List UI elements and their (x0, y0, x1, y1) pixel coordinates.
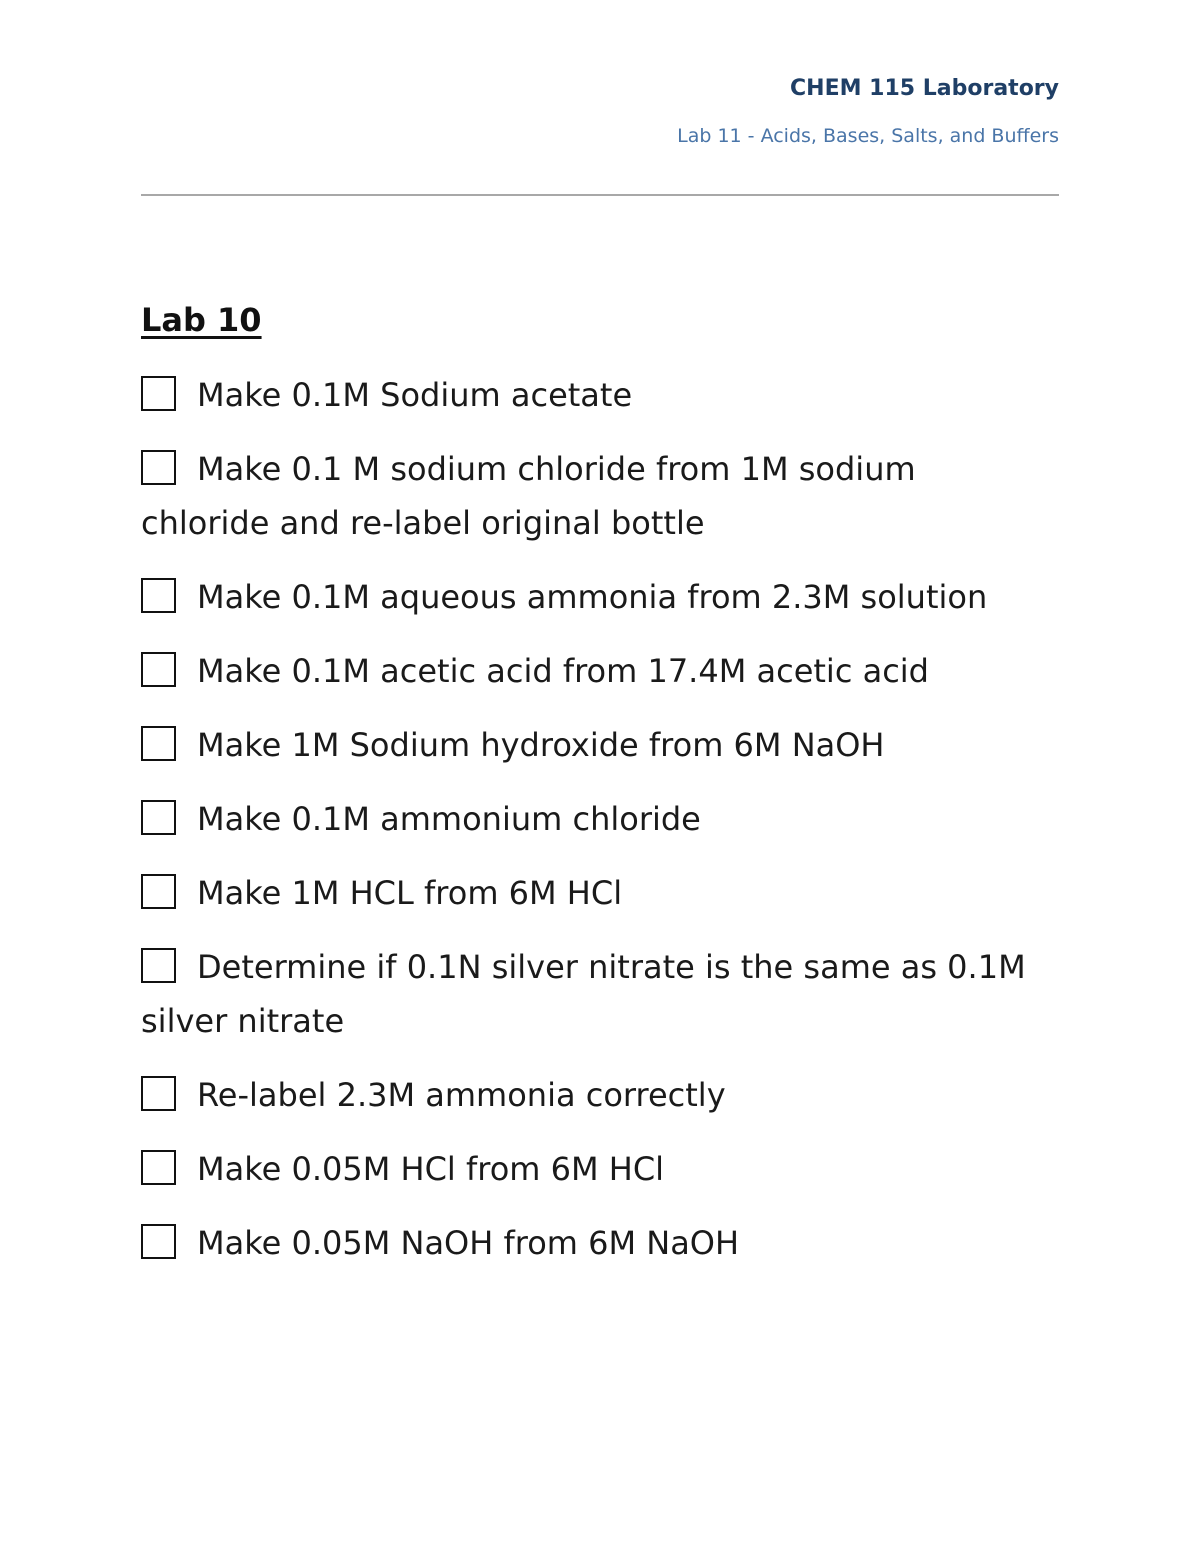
checklist-item-label: Make 0.1M ammonium chloride (197, 800, 701, 838)
page-header (677, 72, 1059, 153)
checklist (141, 368, 1041, 1290)
checklist-item (141, 1216, 1041, 1270)
checklist-item-label: Make 1M HCL from 6M HCl (197, 874, 623, 912)
checkbox[interactable] (141, 652, 176, 687)
checkbox[interactable] (141, 376, 176, 411)
checklist-item-label: Re-label 2.3M ammonia correctly (197, 1076, 726, 1114)
checklist-item (141, 940, 1041, 1048)
checklist-item (141, 570, 1041, 624)
checkbox[interactable] (141, 800, 176, 835)
checkbox[interactable] (141, 948, 176, 983)
checklist-item-label: Make 0.05M NaOH from 6M NaOH (197, 1224, 740, 1262)
checkbox[interactable] (141, 726, 176, 761)
checkbox[interactable] (141, 1076, 176, 1111)
checklist-item-label: Make 0.1M acetic acid from 17.4M acetic acid (197, 652, 929, 690)
checklist-item (141, 1142, 1041, 1196)
checkbox[interactable] (141, 1150, 176, 1185)
checklist-item (141, 866, 1041, 920)
checklist-item (141, 368, 1041, 422)
checkbox[interactable] (141, 450, 176, 485)
checklist-item (141, 718, 1041, 772)
checklist-item-label: Make 0.1 M sodium chloride from 1M sodium chloride and re-label original bottle (141, 450, 916, 542)
checkbox[interactable] (141, 1224, 176, 1259)
header-divider (141, 194, 1059, 196)
checklist-item-label: Make 1M Sodium hydroxide from 6M NaOH (197, 726, 885, 764)
checkbox[interactable] (141, 578, 176, 613)
checklist-item-label: Make 0.1M aqueous ammonia from 2.3M solution (197, 578, 988, 616)
checklist-item (141, 792, 1041, 846)
course-title: CHEM 115 Laboratory (790, 76, 1059, 101)
lab-subtitle: Lab 11 - Acids, Bases, Salts, and Buffers (677, 125, 1059, 147)
checklist-item-label: Make 0.05M HCl from 6M HCl (197, 1150, 665, 1188)
checklist-item (141, 644, 1041, 698)
checklist-item (141, 442, 1041, 550)
checkbox[interactable] (141, 874, 176, 909)
checklist-item (141, 1068, 1041, 1122)
checklist-item-label: Determine if 0.1N silver nitrate is the same as 0.1M silver nitrate (141, 948, 1026, 1040)
checklist-item-label: Make 0.1M Sodium acetate (197, 376, 633, 414)
section-title: Lab 10 (141, 301, 262, 339)
